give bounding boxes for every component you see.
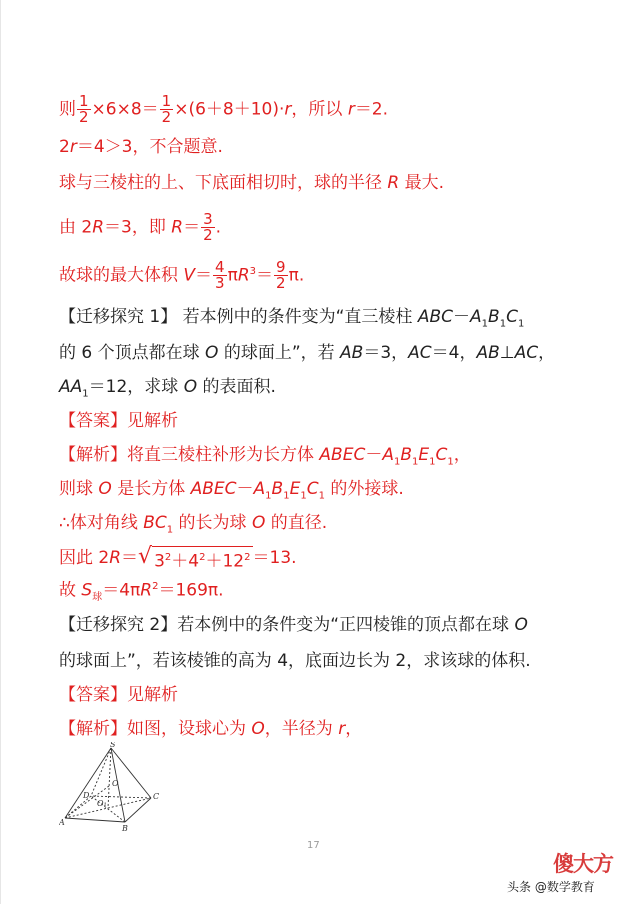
text: ＋4	[171, 551, 200, 572]
line-1	[59, 94, 388, 125]
text: ＝4，	[431, 343, 477, 363]
text: ＝4π	[102, 580, 141, 601]
text: 3	[154, 551, 165, 572]
exponent: 2	[152, 581, 159, 592]
variable: O	[251, 513, 266, 533]
variable: AA	[59, 377, 83, 397]
text: ，半径为	[264, 719, 339, 739]
variable: E	[289, 479, 301, 499]
text: π.	[288, 265, 305, 286]
variable: O	[98, 479, 112, 499]
label-O: O	[112, 779, 119, 788]
fraction	[77, 94, 91, 125]
text: ，	[453, 445, 471, 465]
line-8	[59, 376, 276, 405]
text: ，	[538, 343, 556, 363]
text: 因此 2	[59, 548, 110, 568]
fraction	[160, 94, 174, 125]
page-number: 17	[307, 840, 320, 851]
text: ×6×8＝	[91, 99, 159, 120]
variable: R	[92, 217, 105, 238]
text: ＋12	[205, 551, 245, 572]
variable: r	[347, 99, 355, 120]
variable: BC	[143, 513, 167, 533]
denominator: 2	[203, 226, 213, 244]
text: 【解析】将直三棱柱补形为长方体	[59, 445, 320, 465]
variable: B	[271, 479, 284, 499]
variable: r	[338, 719, 346, 739]
text: 【迁移探究 1】 若本例中的条件变为“直三棱柱	[59, 307, 418, 327]
exponent: 2	[164, 552, 172, 563]
text: ⊥	[499, 343, 515, 363]
variable: O	[514, 615, 528, 635]
numerator: 1	[161, 92, 172, 110]
watermark-logo: 傻大方	[553, 852, 613, 876]
text: ＝	[195, 265, 213, 286]
fraction	[201, 212, 215, 243]
radicand	[152, 546, 252, 573]
line-4	[59, 212, 221, 243]
line-12	[59, 512, 327, 541]
denominator: 3	[215, 274, 225, 292]
label-O1: O₁	[97, 799, 107, 808]
exponent: 2	[244, 552, 251, 563]
text: ＝	[256, 265, 274, 286]
text: 球与三棱柱的上、下底面相切时，球的半径	[59, 173, 388, 193]
subscript: 1	[318, 490, 325, 502]
text: ＝3，即	[104, 217, 172, 238]
variable: AB	[476, 343, 500, 363]
text: 的外接球.	[324, 479, 404, 499]
line-14	[59, 576, 224, 609]
subscript: 1	[393, 456, 401, 468]
variable: ABC	[417, 307, 454, 327]
text: ＝13.	[252, 548, 297, 568]
answer-label: 【答案】见解析	[59, 685, 178, 705]
variable: R	[109, 548, 122, 568]
text: －	[453, 307, 471, 327]
variable: E	[418, 445, 430, 465]
line-13	[59, 546, 297, 573]
label-D: D	[83, 791, 90, 800]
variable: B	[488, 307, 500, 327]
denominator: 2	[161, 108, 172, 126]
line-18	[59, 718, 362, 740]
edge-SC	[111, 748, 151, 798]
variable: A	[253, 479, 266, 499]
answer-label: 【答案】见解析	[59, 411, 178, 431]
line-6	[59, 306, 524, 335]
text: ＝12，求球	[88, 377, 184, 397]
fraction	[274, 260, 288, 291]
variable: V	[183, 265, 196, 286]
variable: R	[171, 217, 184, 238]
height-SO1	[108, 748, 111, 808]
text: ＝4＞3，不合题意.	[76, 137, 223, 157]
edge-AB	[65, 818, 125, 822]
variable: C	[506, 307, 518, 327]
subscript: 1	[265, 490, 272, 502]
edge-SD	[91, 748, 111, 796]
numerator: 9	[276, 258, 286, 276]
line-2	[59, 136, 223, 158]
edge-CD	[91, 796, 151, 798]
variable: S	[81, 580, 93, 601]
text: 故球的最大体积	[59, 265, 184, 286]
line-7	[59, 342, 555, 364]
text: 最大.	[399, 173, 445, 193]
numerator: 4	[215, 258, 225, 276]
text: ＝2.	[354, 99, 389, 120]
text: .	[215, 217, 222, 238]
label-S: S	[110, 742, 116, 749]
edge-BC	[125, 798, 151, 822]
subscript: 1	[499, 318, 507, 330]
variable: O	[183, 377, 198, 397]
text: π	[227, 265, 238, 286]
subscript: 1	[447, 456, 454, 468]
text: 的表面积.	[197, 377, 276, 397]
pyramid-figure	[59, 742, 169, 832]
line-16: 的球面上”，若该棱锥的高为 4，底面边长为 2，求该球的体积.	[59, 651, 531, 671]
text: ×(6＋8＋10)·	[174, 99, 285, 120]
subscript: 1	[481, 318, 489, 330]
radical-sign-icon: √	[138, 544, 153, 569]
subscript: 1	[412, 456, 419, 468]
text: 故	[59, 580, 82, 601]
variable: O	[205, 343, 219, 363]
variable: R	[140, 580, 153, 601]
exponent: 2	[199, 552, 206, 563]
line-15	[59, 614, 528, 636]
variable: C	[435, 445, 448, 465]
text: ∴体对角线	[59, 513, 144, 533]
subscript: 1	[82, 388, 89, 400]
subscript: 1	[283, 490, 290, 502]
text: ＝	[121, 548, 139, 568]
subscript: 1	[429, 456, 436, 468]
numerator: 1	[79, 92, 89, 110]
fraction	[213, 260, 227, 291]
variable: C	[306, 479, 319, 499]
square-root	[138, 546, 252, 573]
subscript: 1	[517, 318, 525, 330]
text: －	[236, 479, 254, 499]
label-B: B	[122, 824, 128, 832]
text: ，所以	[291, 99, 348, 120]
text: 的球面上”，若	[218, 343, 341, 363]
text: 则球	[59, 479, 99, 499]
variable: B	[400, 445, 412, 465]
variable: AC	[408, 343, 432, 363]
subscript: 1	[166, 524, 174, 536]
label-C: C	[153, 792, 160, 801]
text: ＝169π.	[158, 580, 224, 601]
text: －	[365, 445, 383, 465]
variable: A	[470, 307, 482, 327]
variable: ABEC	[319, 445, 366, 465]
line-11	[59, 478, 404, 507]
line-5	[59, 260, 304, 291]
text: 【迁移探究 2】若本例中的条件变为“正四棱锥的顶点都在球	[59, 615, 515, 635]
text: 的直径.	[265, 513, 328, 533]
text: ，	[345, 719, 363, 739]
variable: O	[251, 719, 265, 739]
text: ＝3，	[363, 343, 409, 363]
variable: ABEC	[190, 479, 237, 499]
line-3	[59, 172, 444, 194]
subscript: 球	[92, 592, 103, 604]
text: ＝	[183, 217, 201, 238]
variable: AB	[340, 343, 364, 363]
text: 2	[59, 137, 70, 157]
text: 则	[59, 99, 76, 120]
exponent: 3	[249, 265, 257, 277]
subscript: 1	[300, 490, 307, 502]
variable: A	[382, 445, 394, 465]
label-A: A	[59, 818, 65, 827]
text: 的长为球	[173, 513, 252, 533]
text: 由 2	[59, 217, 93, 238]
text: 的 6 个顶点都在球	[59, 343, 206, 363]
variable: R	[387, 173, 400, 193]
text: 【解析】如图，设球心为	[59, 719, 252, 739]
watermark-source: 头条 @数学教育	[507, 880, 595, 894]
text: 是长方体	[111, 479, 191, 499]
variable: r	[284, 99, 292, 120]
line-10	[59, 444, 471, 473]
numerator: 3	[203, 210, 213, 228]
variable: R	[237, 265, 250, 286]
denominator: 2	[79, 108, 89, 126]
variable: r	[69, 137, 77, 157]
variable: AC	[514, 343, 539, 363]
denominator: 2	[276, 274, 286, 292]
